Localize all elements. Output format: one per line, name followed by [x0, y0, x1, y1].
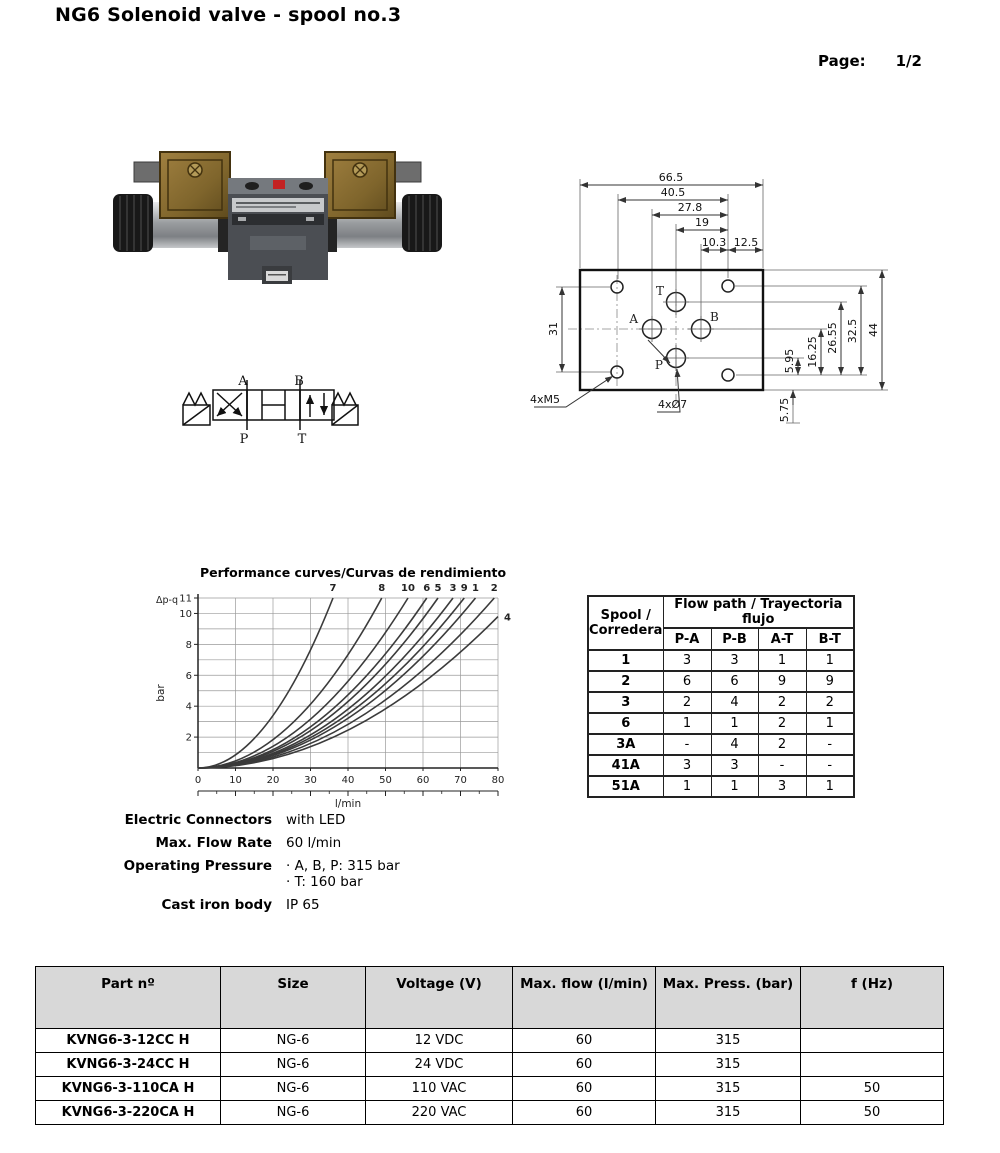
- valve-endcap-right: [402, 194, 442, 252]
- parts-cell: NG-6: [221, 1101, 366, 1125]
- spec-label: Max. Flow Rate: [155, 835, 272, 851]
- spool-value-cell: 9: [758, 671, 806, 692]
- symbol-port-a: A: [238, 374, 248, 389]
- y-tick-label: 6: [185, 670, 192, 682]
- mounting-drawing: [520, 165, 990, 435]
- spool-name-cell: 6: [588, 713, 663, 734]
- parts-row: [36, 1101, 944, 1125]
- spool-name-cell: 41A: [588, 755, 663, 776]
- parts-col-header: f (Hz): [801, 967, 944, 1029]
- spool-value-cell: 4: [711, 692, 758, 713]
- y-tick-label: 11: [179, 593, 192, 605]
- spool-value-cell: 6: [663, 671, 711, 692]
- dim-19: 19: [695, 216, 709, 229]
- spool-value-cell: 3: [711, 755, 758, 776]
- spec-value: [286, 858, 400, 890]
- spool-value-cell: 2: [806, 692, 854, 713]
- parallel-arrows: [310, 393, 324, 417]
- spool-row: [588, 776, 854, 797]
- dim-16-25: 16.25: [806, 336, 819, 368]
- performance-chart-svg: [148, 563, 538, 811]
- symbol-port-p: P: [239, 432, 249, 447]
- centerlines: [568, 258, 776, 403]
- hydraulic-symbol: [160, 372, 380, 450]
- port-p-label: P: [654, 358, 663, 372]
- x-tick-label: 50: [379, 775, 392, 786]
- parts-cell: [801, 1029, 944, 1053]
- y-tick-label: 2: [185, 732, 192, 744]
- spool-name-cell: 2: [588, 671, 663, 692]
- parts-cell: NG-6: [221, 1053, 366, 1077]
- flowpath-col-header: P-A: [663, 628, 711, 650]
- spool-value-cell: -: [806, 734, 854, 755]
- x-axis-label: l/min: [334, 798, 362, 810]
- port-t-label: T: [655, 284, 664, 298]
- valve-box-right: [300, 390, 334, 420]
- dim-26-55: 26.55: [826, 322, 839, 354]
- parts-cell: 50: [801, 1101, 944, 1125]
- page-number: 1/2: [895, 52, 922, 70]
- dim-44: 44: [867, 323, 880, 337]
- parts-col-header: Voltage (V): [366, 967, 513, 1029]
- spool-value-cell: -: [758, 755, 806, 776]
- spool-value-cell: -: [663, 734, 711, 755]
- valve-photo: [110, 140, 445, 290]
- spec-list: [0, 812, 560, 913]
- parts-cell: 315: [656, 1101, 801, 1125]
- spool-value-cell: 1: [806, 713, 854, 734]
- performance-curve-5: [198, 598, 438, 768]
- spool-col-header: [588, 596, 663, 650]
- x-tick-label: 10: [229, 775, 242, 786]
- x-tick-label: 20: [266, 775, 280, 786]
- x-tick-label: 60: [416, 775, 430, 786]
- spec-label: Electric Connectors: [124, 812, 272, 828]
- delta-pq-label: Δp-q: [156, 595, 178, 606]
- spool-row: [588, 755, 854, 776]
- parts-row: [36, 1053, 944, 1077]
- spool-value-cell: 3: [663, 755, 711, 776]
- spool-value-cell: 2: [758, 713, 806, 734]
- curve-label: 1: [472, 583, 479, 594]
- spool-value-cell: 4: [711, 734, 758, 755]
- spec-value-line: · A, B, P: 315 bar: [286, 858, 400, 874]
- spool-value-cell: 3: [663, 650, 711, 671]
- spool-value-cell: 1: [663, 713, 711, 734]
- spool-row: [588, 734, 854, 755]
- curve-label: 6: [423, 583, 431, 594]
- parts-table-body: [36, 1029, 944, 1125]
- page-label: Page:: [818, 52, 866, 70]
- parts-col-header: Max. Press. (bar): [656, 967, 801, 1029]
- solenoid-left: [183, 393, 210, 425]
- parts-cell: 12 VDC: [366, 1029, 513, 1053]
- parts-cell: 60: [513, 1053, 656, 1077]
- spool-row: [588, 671, 854, 692]
- parts-cell: KVNG6-3-110CA H: [36, 1077, 221, 1101]
- dim-31: 31: [547, 322, 560, 336]
- curve-label: 3: [449, 583, 457, 594]
- y-tick-label: 10: [179, 608, 192, 620]
- spool-value-cell: 1: [806, 776, 854, 797]
- y-tick-label: 8: [185, 639, 192, 651]
- mounting-holes: [611, 280, 734, 381]
- curve-label: 10: [401, 583, 415, 594]
- parts-row: [36, 1029, 944, 1053]
- spool-value-cell: 2: [758, 692, 806, 713]
- parts-cell: 60: [513, 1101, 656, 1125]
- parts-cell: 315: [656, 1053, 801, 1077]
- dim-27-8: 27.8: [677, 201, 703, 214]
- extension-lines: [556, 179, 888, 423]
- spool-value-cell: 1: [663, 776, 711, 797]
- spec-value: [286, 897, 320, 913]
- spool-name-cell: 3: [588, 692, 663, 713]
- dim-12-5: 12.5: [733, 236, 759, 249]
- curve-label: 8: [378, 583, 386, 594]
- spool-value-cell: 3: [758, 776, 806, 797]
- symbol-port-b: B: [294, 374, 304, 389]
- spool-value-cell: 1: [806, 650, 854, 671]
- valve-endcap-left: [113, 194, 153, 252]
- label-4xo7: 4xØ7: [658, 398, 688, 411]
- spec-value-line: · T: 160 bar: [286, 874, 363, 890]
- flowpath-group-header: Flow path / Trayectoria flujo: [663, 596, 854, 628]
- spool-name-cell: 1: [588, 650, 663, 671]
- dim-10-3: 10.3: [701, 236, 727, 249]
- spool-value-cell: 3: [711, 650, 758, 671]
- spec-row: [0, 835, 560, 851]
- spool-header-line2: Corredera: [589, 623, 663, 638]
- spool-name-cell: 3A: [588, 734, 663, 755]
- spec-value: [286, 812, 345, 828]
- parts-cell: 60: [513, 1077, 656, 1101]
- parts-cell: NG-6: [221, 1029, 366, 1053]
- flowpath-col-header: P-B: [711, 628, 758, 650]
- parts-row: [36, 1077, 944, 1101]
- parts-cell: KVNG6-3-220CA H: [36, 1101, 221, 1125]
- dim-5-95: 5.95: [783, 348, 796, 374]
- symbol-port-t: T: [297, 432, 307, 447]
- x-tick-label: 70: [454, 775, 467, 786]
- spool-value-cell: 9: [806, 671, 854, 692]
- parts-cell: NG-6: [221, 1077, 366, 1101]
- parts-col-header: Part nº: [36, 967, 221, 1029]
- spool-value-cell: 2: [663, 692, 711, 713]
- spec-label: Cast iron body: [161, 897, 272, 913]
- spool-table-body: [588, 650, 854, 797]
- spec-row: [0, 858, 560, 890]
- spec-value-line: IP 65: [286, 897, 320, 913]
- performance-curve-3: [198, 598, 453, 768]
- spec-row: [0, 897, 560, 913]
- spool-value-cell: 1: [758, 650, 806, 671]
- curve-label: 2: [490, 583, 498, 594]
- y-axis-label: bar: [155, 684, 167, 702]
- crossed-arrows: [217, 393, 242, 416]
- spool-value-cell: -: [806, 755, 854, 776]
- parts-col-header: Size: [221, 967, 366, 1029]
- spool-value-cell: 1: [711, 776, 758, 797]
- performance-chart: [148, 563, 538, 813]
- curve-label: 9: [460, 583, 468, 594]
- performance-curve-9: [198, 598, 464, 768]
- spool-value-cell: 1: [711, 713, 758, 734]
- center-position-pattern: [262, 390, 285, 420]
- curve-label: 4: [504, 612, 511, 624]
- label-4xm5: 4xM5: [530, 393, 560, 406]
- spool-name-cell: 51A: [588, 776, 663, 797]
- x-tick-label: 80: [491, 775, 505, 786]
- chart-title: Performance curves/Curvas de rendimiento: [199, 565, 507, 580]
- spool-row: [588, 713, 854, 734]
- x-tick-label: 30: [304, 775, 317, 786]
- spec-value-line: with LED: [286, 812, 346, 828]
- port-b-label: B: [710, 310, 719, 324]
- spool-flow-table: [587, 595, 855, 798]
- parts-cell: 24 VDC: [366, 1053, 513, 1077]
- dim-66-5: 66.5: [658, 171, 684, 184]
- dim-40-5: 40.5: [660, 186, 686, 199]
- flowpath-col-header: A-T: [758, 628, 806, 650]
- parts-cell: 110 VAC: [366, 1077, 513, 1101]
- spool-row: [588, 650, 854, 671]
- spool-header-line1: Spool /: [600, 608, 651, 623]
- x-tick-label: 40: [341, 775, 355, 786]
- curve-label: 7: [329, 583, 337, 594]
- spool-value-cell: 2: [758, 734, 806, 755]
- parts-cell: KVNG6-3-24CC H: [36, 1053, 221, 1077]
- parts-cell: 50: [801, 1077, 944, 1101]
- performance-curve-10: [198, 598, 408, 768]
- parts-cell: 315: [656, 1029, 801, 1053]
- parts-col-header: Max. flow (l/min): [513, 967, 656, 1029]
- spec-value-line: 60 l/min: [286, 835, 342, 851]
- parts-cell: 220 VAC: [366, 1101, 513, 1125]
- y-tick-label: 4: [185, 701, 192, 713]
- dim-32-5: 32.5: [846, 318, 859, 344]
- curve-label: 5: [434, 583, 442, 594]
- parts-cell: KVNG6-3-12CC H: [36, 1029, 221, 1053]
- parts-table: [35, 966, 944, 1125]
- parts-header-row: [36, 967, 944, 1029]
- valve-body: [228, 178, 328, 284]
- spool-row: [588, 692, 854, 713]
- parts-cell: 60: [513, 1029, 656, 1053]
- spec-row: [0, 812, 560, 828]
- spec-value: [286, 835, 341, 851]
- parts-cell: [801, 1053, 944, 1077]
- page-indicator: [818, 52, 922, 70]
- spool-value-cell: 6: [711, 671, 758, 692]
- page-title: NG6 Solenoid valve - spool no.3: [55, 4, 402, 26]
- x-tick-label: 0: [194, 775, 202, 786]
- port-a-label: A: [629, 312, 638, 326]
- dim-5-75: 5.75: [778, 397, 791, 423]
- solenoid-right: [332, 393, 358, 425]
- spec-label: Operating Pressure: [123, 858, 272, 874]
- flowpath-col-header: B-T: [806, 628, 854, 650]
- parts-cell: 315: [656, 1077, 801, 1101]
